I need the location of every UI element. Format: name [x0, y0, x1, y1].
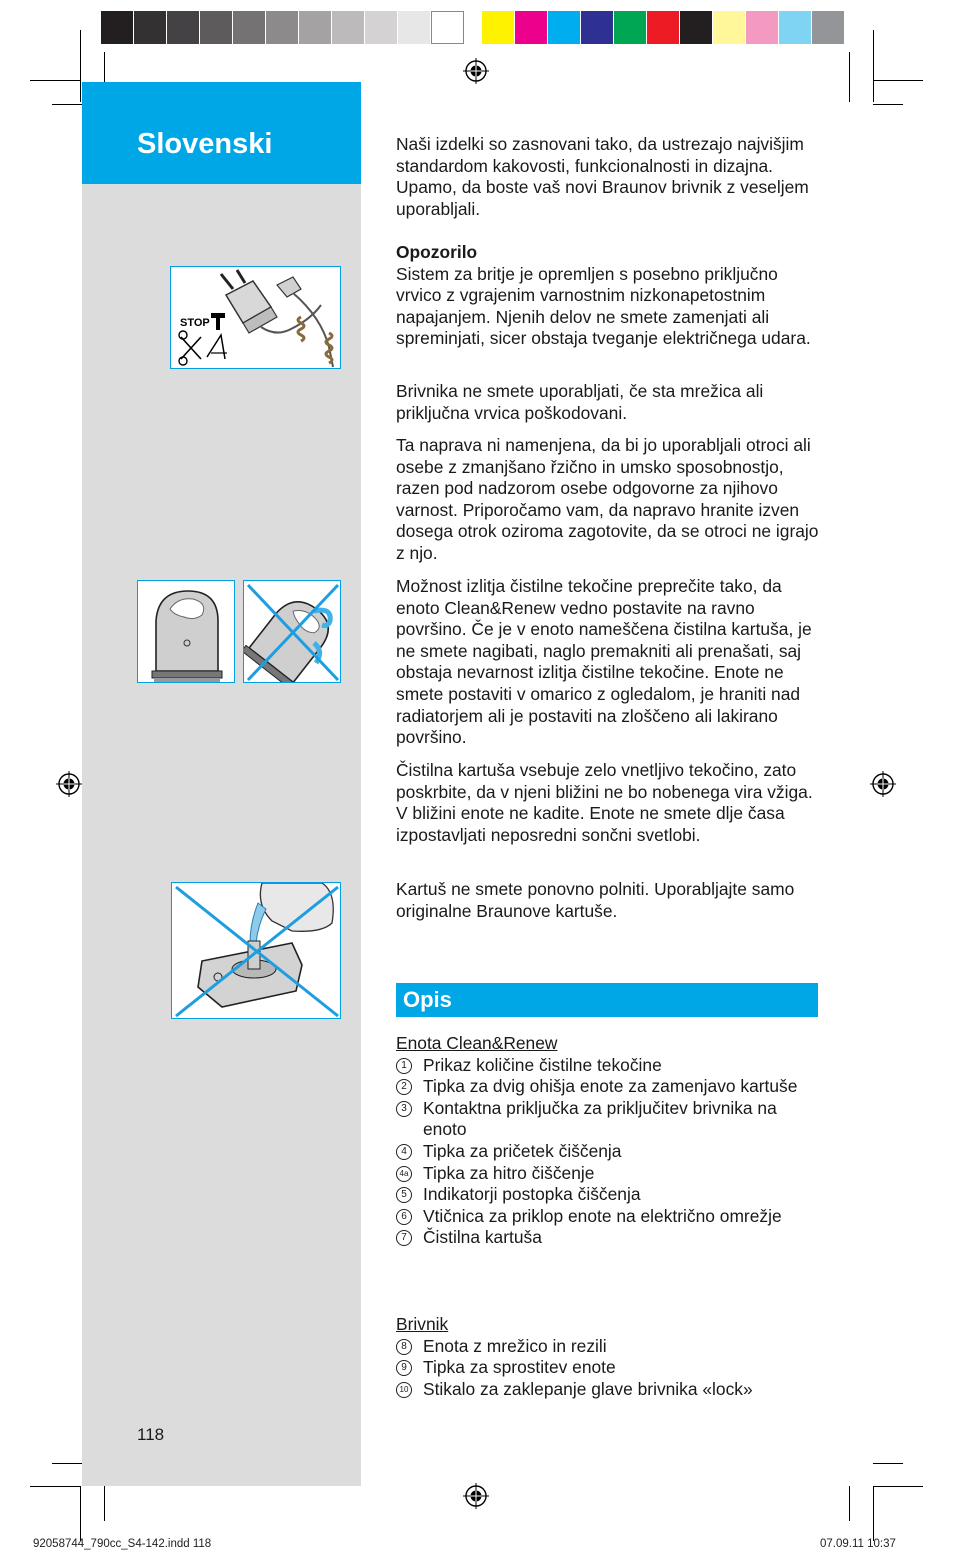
item-text: Čistilna kartuša — [423, 1227, 542, 1248]
section-title: Opis — [403, 987, 452, 1012]
crop-mark — [30, 1486, 80, 1487]
color-swatch — [101, 11, 134, 44]
color-swatch — [482, 11, 515, 44]
list-item — [396, 1184, 822, 1206]
crop-mark — [104, 1486, 105, 1521]
list-item — [396, 1357, 822, 1379]
file-slug-right: 07.09.11 10:37 — [820, 1538, 896, 1550]
registration-mark-icon — [870, 771, 896, 797]
cartridge-refill-crossed-figure — [171, 882, 341, 1019]
item-text: Tipka za sprostitev enote — [423, 1357, 616, 1378]
color-swatch — [713, 11, 746, 44]
list-item — [396, 1098, 822, 1141]
warning-paragraph-3 — [396, 435, 822, 565]
warning-paragraph: Sistem za britje je opremljen s posebno priključno vrvico z vgrajenim varnostnim nizkonapetostnim napajanjem. Njenih delov ne smete zamenjati ali spreminjati, sicer obstaja tveganje električnega udara. — [396, 263, 811, 349]
item-text: Stikalo za zaklepanje glave brivnika «lock» — [423, 1378, 753, 1399]
color-swatch — [134, 11, 167, 44]
warning-paragraph: Možnost izlitja čistilne tekočine preprečite tako, da enoto Clean&Renew vedno postavite na ravno površino. Če je v enoto nameščena čistilna kartuša, je ne smete nagibati, naglo premakniti ali prenašati, saj obstaja nevarnost izlitja čistilne tekočine. Enote ne smete postaviti v omarico z ogledalom, je hraniti nad radiatorjem ali je postaviti na zloščeno ali lakirano površino. — [396, 576, 812, 748]
warning-paragraph-5 — [396, 760, 822, 846]
item-number-badge: 10 — [396, 1382, 412, 1398]
cartridge-refill-illustration — [172, 883, 341, 1019]
list-item — [396, 1055, 822, 1077]
cleaning-unit-upright-figure — [137, 580, 235, 683]
warning-paragraph-2 — [396, 381, 822, 424]
color-swatch — [515, 11, 548, 44]
list-item — [396, 1076, 822, 1098]
crop-mark — [873, 1486, 874, 1541]
item-number-badge: 9 — [396, 1360, 412, 1376]
cleaning-unit-illustration — [138, 581, 235, 683]
intro-paragraph — [396, 134, 822, 220]
page-number: 118 — [137, 1425, 165, 1444]
item-number-badge: 1 — [396, 1058, 412, 1074]
item-text: Indikatorji postopka čiščenja — [423, 1184, 641, 1205]
warning-paragraph-4 — [396, 576, 822, 749]
color-swatch — [647, 11, 680, 44]
list-item — [396, 1206, 822, 1228]
color-swatch — [812, 11, 845, 44]
crop-mark — [80, 30, 81, 102]
crop-mark — [873, 1486, 923, 1487]
section-header-band — [396, 983, 818, 1017]
color-swatch — [365, 11, 398, 44]
warning-paragraph-6 — [396, 879, 822, 922]
item-number-badge: 3 — [396, 1101, 412, 1117]
crop-mark — [873, 30, 874, 102]
color-swatch — [266, 11, 299, 44]
color-swatch — [167, 11, 200, 44]
crop-mark — [873, 80, 923, 81]
color-swatch — [548, 11, 581, 44]
item-number-badge: 7 — [396, 1230, 412, 1246]
color-swatch — [746, 11, 779, 44]
item-number-badge: 4 — [396, 1144, 412, 1160]
list-item — [396, 1141, 822, 1163]
color-swatch — [200, 11, 233, 44]
page-title: Slovenski — [137, 128, 273, 160]
file-slug-left: 92058744_790cc_S4-142.indd 118 — [33, 1538, 212, 1550]
registration-mark-icon — [463, 58, 489, 84]
color-calibration-bar-colors — [482, 11, 845, 44]
item-number-badge: 5 — [396, 1187, 412, 1203]
warning-section — [396, 242, 822, 350]
item-text: Tipka za hitro čiščenje — [423, 1162, 595, 1183]
crop-mark — [52, 1463, 82, 1464]
warning-paragraph: Ta naprava ni namenjena, da bi jo uporabljali otroci ali osebe z zmanjšano řzično in umsko sposobnostjo, razen pod nadzorom osebe odgovorne za njihovo varnost. Priporočamo vam, da napravo hranite izven dosega otrok oziroma zagotovite, da se otroci ne igrajo z njo. — [396, 435, 819, 563]
item-text: Tipka za pričetek čiščenja — [423, 1140, 622, 1161]
crop-mark — [849, 52, 850, 102]
warning-heading: Opozorilo — [396, 242, 478, 262]
color-swatch — [614, 11, 647, 44]
list-item — [396, 1336, 822, 1358]
color-swatch — [431, 11, 464, 44]
color-swatch — [299, 11, 332, 44]
color-swatch — [779, 11, 812, 44]
color-swatch — [398, 11, 431, 44]
warning-paragraph: Čistilna kartuša vsebuje zelo vnetljivo tekočino, zato poskrbite, da v njeni bližini ne bo nobenega vira vžiga. V bližini enote ne kadite. Enote ne smete dlje časa izpostavljati neposredni sončni svetlobi. — [396, 760, 813, 845]
shaver-heading: Brivnik — [396, 1314, 449, 1334]
color-swatch — [680, 11, 713, 44]
warning-paragraph: Brivnika ne smete uporabljati, če sta mrežica ali priključna vrvica poškodovani. — [396, 381, 764, 423]
stop-label: STOP — [180, 317, 210, 329]
crop-mark — [30, 80, 80, 81]
item-text: Vtičnica za priklop enote na električno omrežje — [423, 1205, 782, 1226]
color-swatch — [581, 11, 614, 44]
tilted-unit-illustration — [244, 581, 341, 683]
unit-description-list — [396, 1033, 822, 1249]
crop-mark — [52, 104, 82, 105]
crop-mark — [873, 1463, 903, 1464]
item-number-badge: 6 — [396, 1209, 412, 1225]
color-calibration-bar-grayscale — [101, 11, 464, 44]
color-swatch — [332, 11, 365, 44]
item-text: Prikaz količine čistilne tekočine — [423, 1054, 662, 1075]
crop-mark — [80, 1486, 81, 1541]
shaver-description-list — [396, 1314, 822, 1400]
list-item — [396, 1379, 822, 1401]
cleaning-unit-tilted-crossed-figure — [243, 580, 341, 683]
item-number-badge: 4a — [396, 1166, 412, 1182]
warning-paragraph: Kartuš ne smete ponovno polniti. Uporabljajte samo originalne Braunove kartuše. — [396, 879, 795, 921]
intro-text: Naši izdelki so zasnovani tako, da ustrezajo najvišjim standardom kakovosti, funkcionalnosti in dizajna. Upamo, da boste vaš novi Braunov brivnik z veseljem uporabljali. — [396, 134, 809, 219]
unit-heading: Enota Clean&Renew — [396, 1033, 558, 1053]
color-swatch — [233, 11, 266, 44]
crop-mark — [873, 104, 903, 105]
list-item — [396, 1227, 822, 1249]
item-text: Enota z mrežico in rezili — [423, 1335, 607, 1356]
registration-mark-icon — [463, 1483, 489, 1509]
item-number-badge: 2 — [396, 1079, 412, 1095]
item-text: Tipka za dvig ohišja enote za zamenjavo kartuše — [423, 1076, 798, 1097]
registration-mark-icon — [56, 771, 82, 797]
plug-warning-figure — [170, 266, 341, 369]
crop-mark — [849, 1486, 850, 1521]
item-number-badge: 8 — [396, 1339, 412, 1355]
item-text: Kontaktna priključka za priključitev brivnika na enoto — [423, 1097, 777, 1140]
list-item — [396, 1163, 822, 1185]
plug-cord-illustration — [171, 267, 341, 369]
